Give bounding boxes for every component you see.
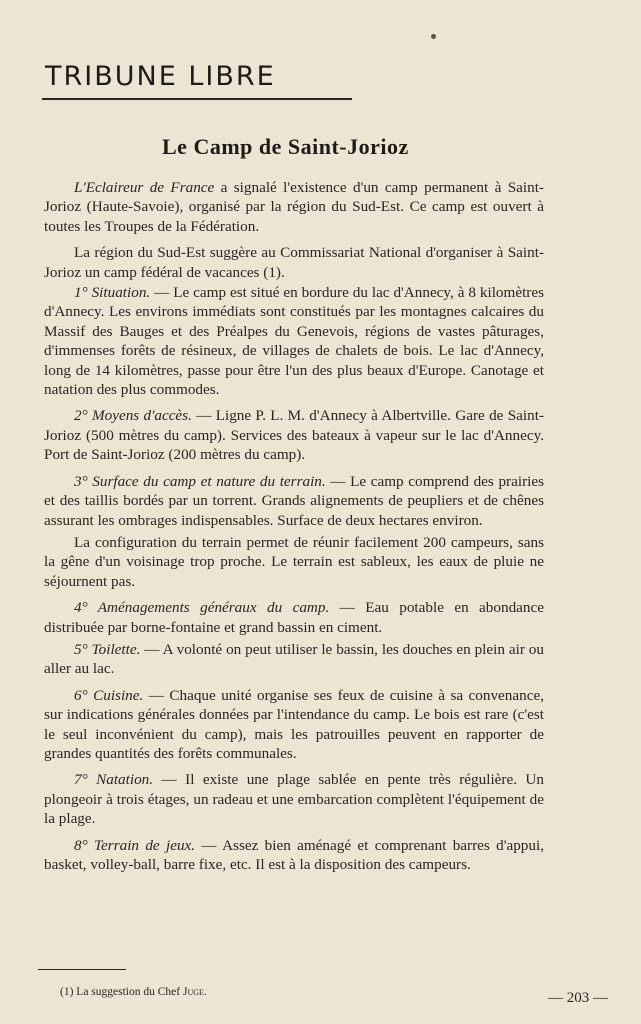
article-title: Le Camp de Saint-Jorioz — [162, 134, 409, 159]
ink-speck — [431, 34, 436, 39]
paragraph-text: — Chaque unité organise ses feux de cuisine à sa convenance, sur indications générales données par l'intendance du camp. Le bois est rare (c'est le seul inconvénient du camp), mais les patrouilles peuvent en rapporter de grandes quantités des forêts communales. — [44, 686, 544, 762]
paragraph-suggestion — [44, 243, 544, 282]
paragraph-toilette — [44, 640, 544, 679]
paragraph-text: — Le camp est situé en bordure du lac d'Annecy, à 8 kilomètres d'Annecy. Les environs immédiats sont constitués par les montagnes calcaires du Massif des Bauges et des Préalpes du Genevois, régions de vastes pâturages, d'immenses forêts de résineux, de villages de chalets de bois. Le lac d'Annecy, long de 14 kilomètres, passe pour être l'un des plus beaux d'Europe. Canotage et natation des plus commodes. — [44, 284, 545, 399]
paragraph-cuisine — [44, 686, 544, 764]
footnote-rule — [38, 969, 126, 970]
paragraph-lead: 7° Natation. — [74, 771, 154, 789]
paragraph-lead: 2° Moyens d'accès. — [74, 407, 192, 425]
page-number: — 203 — — [548, 990, 608, 1006]
article-body — [44, 178, 544, 881]
paragraph-configuration — [44, 533, 544, 591]
paragraph-text: — Le camp comprend des prairies et des taillis bordés par un torrent. Grands alignements de peupliers et de chênes assurant les ombrages indispensables. Surface de deux hectares environ. — [44, 472, 544, 529]
paragraph-lead: 1° Situation. — [74, 284, 151, 302]
section-title-underline — [42, 98, 352, 100]
paragraph-text: — A volonté on peut utiliser le bassin, les douches en plein air ou aller au lac. — [44, 640, 544, 678]
paragraph-text: — Il existe une plage sablée en pente très régulière. Un plongeoir à trois étages, un radeau et une embarcation complètent l'équipement de la plage. — [44, 771, 544, 828]
section-title: TRIBUNE LIBRE — [45, 61, 276, 92]
paragraph-lead: 5° Toilette. — [74, 640, 141, 658]
paragraph-intro — [44, 178, 544, 236]
paragraph-text: — Assez bien aménagé et comprenant barres d'appui, basket, volley-ball, barre fixe, etc. Il est à la disposition des campeurs. — [44, 836, 544, 873]
paragraph-lead: 4° Aménagements généraux du camp. — [74, 599, 330, 617]
paragraph-text: — Eau potable en abondance distribuée par borne-fontaine et grand bassin en ciment. — [44, 599, 544, 636]
paragraph-lead: 3° Surface du camp et nature du terrain. — [74, 472, 326, 490]
footnote-text: La suggestion du Chef — [76, 986, 181, 998]
paragraph-lead: 6° Cuisine. — [74, 686, 144, 704]
paragraph-natation — [44, 770, 544, 828]
paragraph-amenagements — [44, 598, 544, 637]
paragraph-acces — [44, 406, 544, 464]
footnote-name: Juge. — [182, 986, 207, 998]
paragraph-text: La configuration du terrain permet de réunir facilement 200 campeurs, sans la gêne d'un voisinage trop proche. Le terrain est sableux, les eaux de pluie ne séjournent pas. — [44, 533, 544, 590]
paragraph-lead: L'Eclaireur de France — [74, 179, 215, 196]
paragraph-text: La région du Sud-Est suggère au Commissariat National d'organiser à Saint-Jorioz un camp fédéral de vacances (1). — [44, 244, 544, 281]
paragraph-terrain-jeux — [44, 836, 544, 875]
footnote — [60, 986, 207, 998]
footnote-marker: (1) — [60, 986, 74, 998]
paragraph-text: a signalé l'existence d'un camp permanent à Saint-Jorioz (Haute-Savoie), organisé par la région du Sud-Est. Ce camp est ouvert à toutes les Troupes de la Fédération. — [44, 179, 544, 235]
paragraph-lead: 8° Terrain de jeux. — [74, 836, 196, 854]
paragraph-situation — [44, 283, 544, 399]
paragraph-surface — [44, 472, 544, 530]
paragraph-text: — Ligne P. L. M. d'Annecy à Albertville. Gare de Saint-Jorioz (500 mètres du camp). Services des bateaux à vapeur sur le lac d'Annecy. Port de Saint-Jorioz (200 mètres du camp). — [44, 407, 544, 464]
